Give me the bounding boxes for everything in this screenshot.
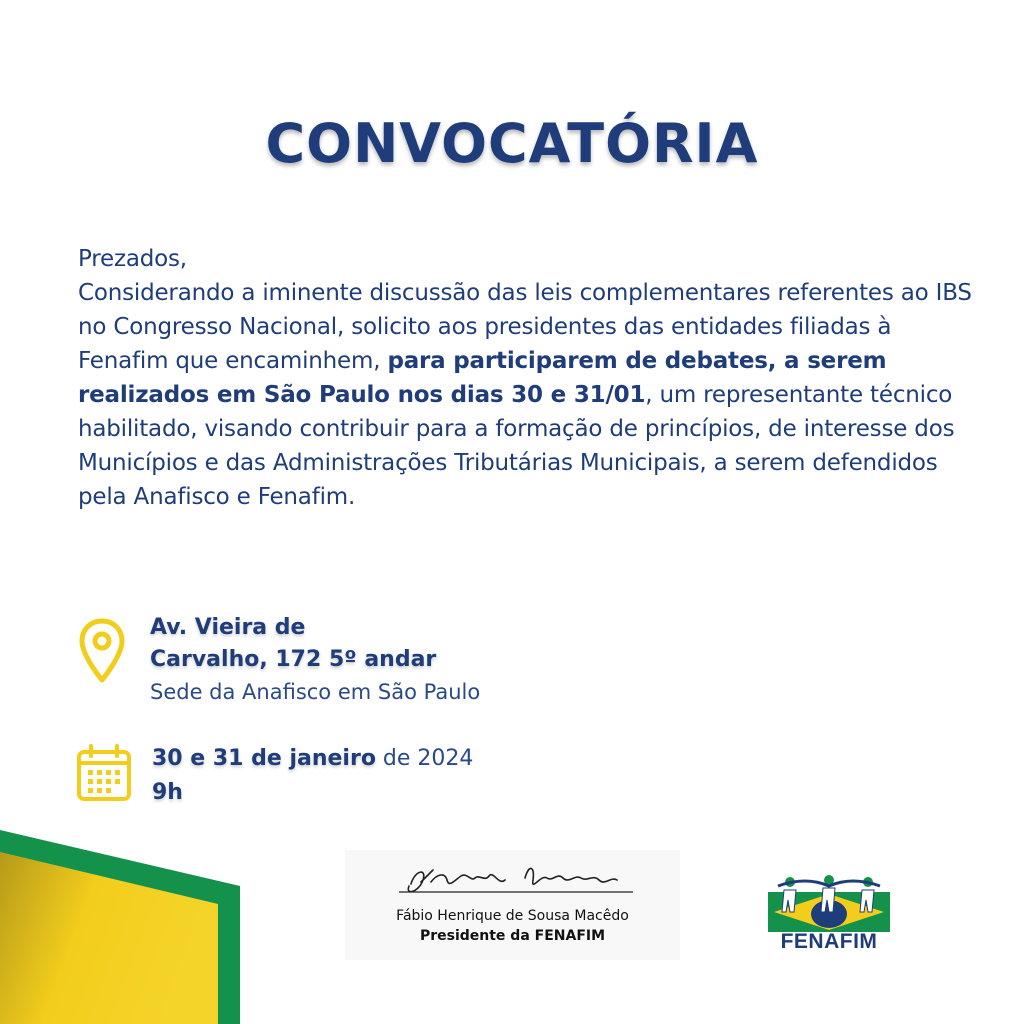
- location-pin-icon: [78, 618, 126, 684]
- event-address: [150, 612, 570, 708]
- paragraph-start: Considerando a iminente discussão das leis complementares referentes ao IBS no Congresso Nacional, solicito aos presidentes das entidades filiadas à Fenafim que encaminhem,: [78, 280, 972, 374]
- address-line-1: Av. Vieira de: [150, 615, 306, 640]
- address-description: Sede da Anafisco em São Paulo: [150, 680, 481, 704]
- signatory-name: Fábio Henrique de Sousa Macêdo: [396, 908, 629, 924]
- address-line-2: Carvalho, 172 5º andar: [150, 647, 437, 672]
- handwritten-signature: [375, 860, 645, 910]
- flag-corner-decoration: [0, 830, 240, 1024]
- page-title: CONVOCATÓRIA: [265, 112, 759, 175]
- paragraph-end: , um representante técnico habilitado, visando contribuir para a formação de princípios, de interesse dos Municípios e das Administrações Tributárias Municipais, a serem defendidos pela Anafisco e Fenafim.: [78, 382, 955, 510]
- fenafim-logo-text: FENAFIM: [780, 930, 878, 953]
- calendar-icon: [76, 744, 132, 802]
- event-date-year: de 2024: [375, 746, 474, 771]
- paragraph-highlight: para participarem de debates, a serem realizados em São Paulo nos dias 30 e 31/01: [78, 348, 887, 408]
- event-date-bold: 30 e 31 de janeiro: [152, 746, 376, 771]
- event-time: 9h: [152, 780, 183, 805]
- signature-block: [345, 850, 680, 960]
- event-date: [152, 742, 572, 776]
- convocation-text: [78, 242, 978, 514]
- greeting: Prezados,: [78, 246, 187, 272]
- signatory-role: Presidente da FENAFIM: [419, 928, 606, 944]
- event-schedule: [152, 742, 572, 810]
- convocation-paragraph: [78, 276, 978, 514]
